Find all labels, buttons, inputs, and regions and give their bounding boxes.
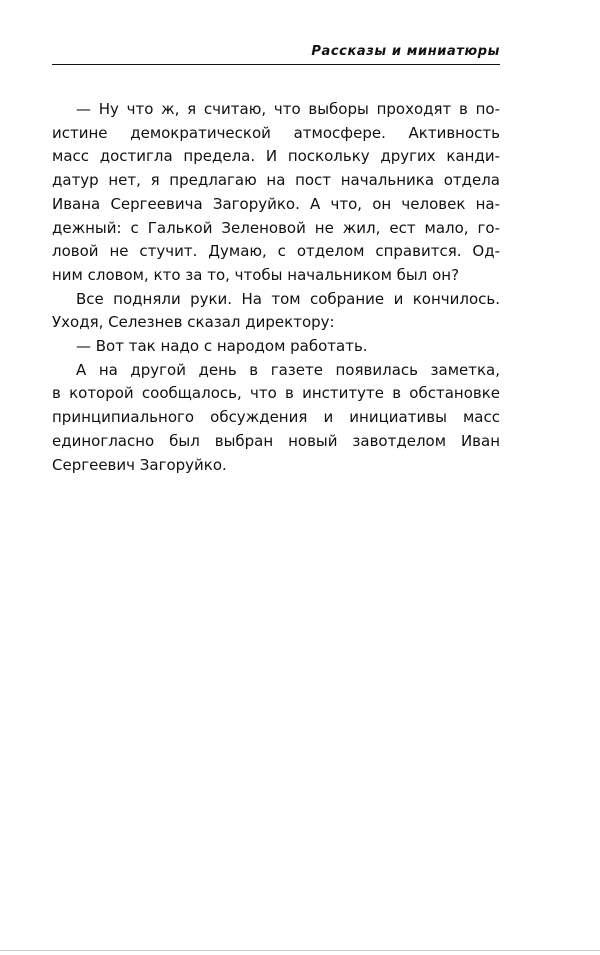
text-line: масс достигла предела. И поскольку других канди- — [52, 147, 500, 166]
text-line: Сергеевич Загоруйко. — [52, 455, 227, 474]
text-line: дежный: с Галькой Зеленовой не жил, ест мало, го- — [52, 218, 500, 237]
header-rule — [52, 64, 500, 65]
text-line: — Ну что ж, я считаю, что выборы проходят в по- — [76, 100, 500, 118]
text-line: Уходя, Селезнев сказал директору: — [52, 313, 335, 332]
page-bottom-edge — [0, 950, 600, 951]
text-line: ним словом, кто за то, чтобы начальником был он? — [52, 265, 460, 284]
text-line: А на другой день в газете появилась заметка, — [76, 360, 500, 379]
text-line: ловой не стучит. Думаю, с отделом справится. Од- — [52, 242, 500, 261]
text-line: — Вот так надо с народом работать. — [76, 337, 368, 356]
text-line: принципиального обсуждения и инициативы масс — [52, 408, 500, 427]
text-line: Все подняли руки. На том собрание и кончилось. — [76, 289, 500, 308]
text-line: Ивана Сергеевича Загоруйко. А что, он человек на- — [52, 194, 500, 213]
text-line: истине демократической атмосфере. Активность — [52, 123, 500, 142]
text-line: в которой сообщалось, что в институте в обстановке — [52, 384, 500, 403]
text-line: единогласно был выбран новый завотделом Иван — [52, 431, 500, 450]
body-text — [52, 98, 500, 477]
text-line: датур нет, я предлагаю на пост начальника отдела — [52, 171, 500, 190]
running-head: Рассказы и миниатюры — [311, 44, 500, 59]
